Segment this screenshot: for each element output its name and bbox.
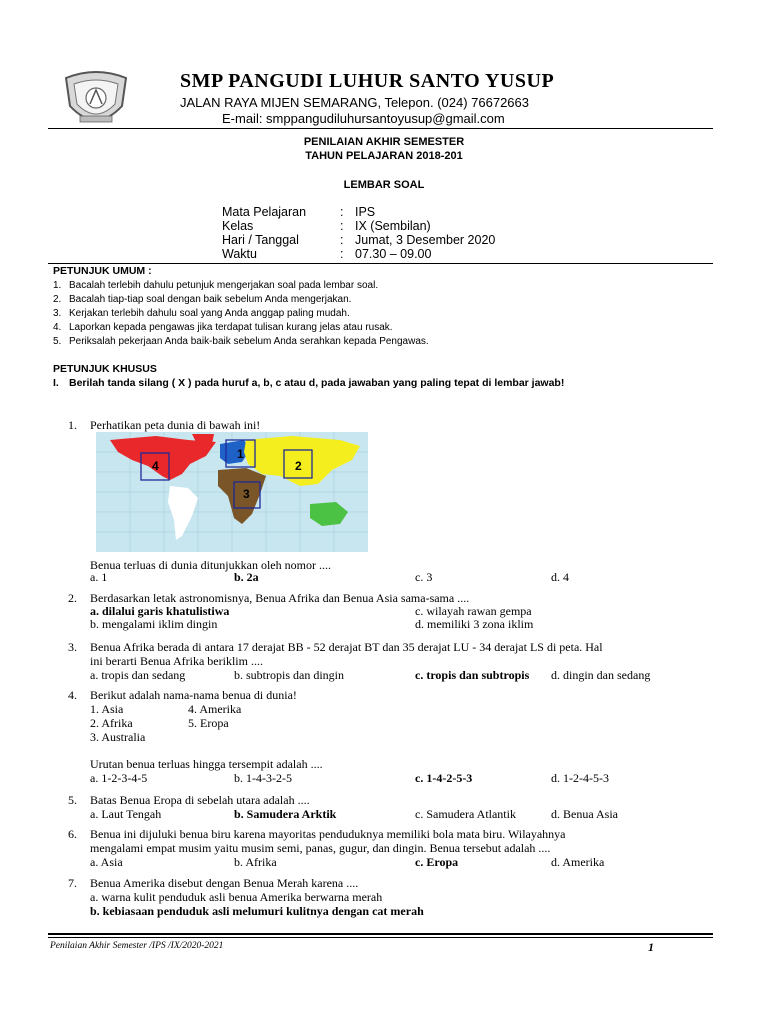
question-number: 2. (68, 591, 77, 605)
answer-option: d. 4 (551, 570, 569, 584)
footer-divider-thin (48, 937, 713, 938)
instruction-num: 1. (53, 280, 62, 291)
answer-option: c. wilayah rawan gempa (415, 604, 532, 618)
school-logo (62, 70, 130, 132)
info-sep: : (340, 233, 344, 247)
page-number: 1 (648, 940, 654, 954)
question-stem: mengalami empat musim yaitu musim semi, panas, gugur, dan dingin. Benua tersebut adalah .... (90, 841, 551, 855)
instruction-text: Periksalah pekerjaan Anda baik-baik sebelum Anda serahkan kepada Pengawas. (69, 336, 429, 347)
info-divider (48, 263, 713, 264)
info-sep: : (340, 219, 344, 233)
answer-option: b. Afrika (234, 855, 277, 869)
answer-option: c. Eropa (415, 855, 459, 869)
answer-option: b. kebiasaan penduduk asli melumuri kulitnya dengan cat merah (90, 904, 424, 918)
school-email: E-mail: smppangudiluhursantoyusup@gmail.com (222, 111, 505, 126)
instruction-num: 3. (53, 308, 62, 319)
info-label: Mata Pelajaran (222, 205, 307, 219)
question-stem: Benua Afrika berada di antara 17 derajat BB - 52 derajat BT dan 35 derajat LU - 34 derajat LS di peta. Hal (90, 640, 603, 654)
question-number: 4. (68, 688, 77, 702)
question-number: 1. (68, 418, 77, 432)
school-address: JALAN RAYA MIJEN SEMARANG, Telepon. (024) 76672663 (180, 95, 530, 110)
question-stem: Berikut adalah nama-nama benua di dunia! (90, 688, 297, 702)
instruction-text: Bacalah terlebih dahulu petunjuk mengerjakan soal pada lembar soal. (69, 280, 379, 291)
footer-text: Penilaian Akhir Semester /IPS /IX/2020-2021 (50, 941, 224, 951)
answer-option: a. 1-2-3-4-5 (90, 771, 148, 785)
list-item: 1. Asia (90, 702, 124, 716)
map-label: 1 (237, 447, 244, 461)
answer-option: c. 1-4-2-5-3 (415, 771, 473, 785)
instruction-text: Laporkan kepada pengawas jika terdapat tulisan kurang jelas atau rusak. (69, 322, 393, 333)
question-stem: Perhatikan peta dunia di bawah ini! (90, 418, 261, 432)
info-label: Kelas (222, 219, 254, 233)
answer-option: d. 1-2-4-5-3 (551, 771, 609, 785)
question-number: 5. (68, 793, 77, 807)
header-divider (48, 128, 713, 129)
instruction-num: 2. (53, 294, 62, 305)
answer-option: b. 1-4-3-2-5 (234, 771, 292, 785)
answer-option: a. warna kulit penduduk asli benua Amerika berwarna merah (90, 890, 383, 904)
instruction-text: Kerjakan terlebih dahulu soal yang Anda anggap paling mudah. (69, 308, 350, 319)
question-number: 7. (68, 876, 77, 890)
map-label: 2 (295, 459, 302, 473)
answer-option: a. tropis dan sedang (90, 668, 186, 682)
list-item: 2. Afrika (90, 716, 133, 730)
info-value: IPS (355, 205, 376, 219)
answer-option: d. Amerika (551, 855, 605, 869)
question-stem: Berdasarkan letak astronomisnya, Benua Afrika dan Benua Asia sama-sama .... (90, 591, 470, 605)
special-instructions-heading: PETUNJUK KHUSUS (53, 363, 157, 375)
question-stem: Benua ini dijuluki benua biru karena mayoritas penduduknya memiliki bola mata biru. Wilayahnya (90, 827, 566, 841)
list-item: 3. Australia (90, 730, 146, 744)
answer-option: b. mengalami iklim dingin (90, 617, 218, 631)
school-name: SMP PANGUDI LUHUR SANTO YUSUP (180, 70, 555, 92)
question-stem: Batas Benua Eropa di sebelah utara adalah .... (90, 793, 310, 807)
answer-option: d. dingin dan sedang (551, 668, 651, 682)
answer-option: a. Asia (90, 855, 123, 869)
question-stem: Urutan benua terluas hingga tersempit adalah .... (90, 757, 323, 771)
answer-option: a. 1 (90, 570, 108, 584)
list-item: 5. Eropa (188, 716, 229, 730)
exam-year: TAHUN PELAJARAN 2018-201 (305, 150, 463, 162)
section-instruction: Berilah tanda silang ( X ) pada huruf a, b, c atau d, pada jawaban yang paling tepat di lembar jawab! (69, 377, 565, 389)
answer-option: d. memiliki 3 zona iklim (415, 617, 534, 631)
question-stem: Benua terluas di dunia ditunjukkan oleh nomor .... (90, 558, 331, 572)
answer-option: b. Samudera Arktik (234, 807, 337, 821)
answer-option: a. Laut Tengah (90, 807, 162, 821)
info-label: Hari / Tanggal (222, 233, 299, 247)
general-instructions-heading: PETUNJUK UMUM : (53, 265, 152, 277)
answer-option: b. 2a (234, 570, 259, 584)
instruction-text: Bacalah tiap-tiap soal dengan baik sebelum Anda mengerjakan. (69, 294, 352, 305)
footer-divider (48, 933, 713, 935)
exam-title: PENILAIAN AKHIR SEMESTER (303, 136, 465, 148)
info-sep: : (340, 205, 344, 219)
question-number: 3. (68, 640, 77, 654)
info-value: Jumat, 3 Desember 2020 (355, 233, 496, 247)
instruction-num: 5. (53, 336, 62, 347)
question-stem: Benua Amerika disebut dengan Benua Merah karena .... (90, 876, 359, 890)
instruction-num: 4. (53, 322, 62, 333)
info-value: 07.30 – 09.00 (355, 247, 432, 261)
answer-option: b. subtropis dan dingin (234, 668, 344, 682)
answer-option: c. Samudera Atlantik (415, 807, 516, 821)
map-label: 3 (243, 487, 250, 501)
map-label: 4 (152, 459, 159, 473)
question-number: 6. (68, 827, 77, 841)
list-item: 4. Amerika (188, 702, 242, 716)
answer-option: d. Benua Asia (551, 807, 618, 821)
world-map (96, 432, 368, 552)
question-stem: ini berarti Benua Afrika beriklim .... (90, 654, 263, 668)
sheet-title: LEMBAR SOAL (343, 179, 425, 191)
info-sep: : (340, 247, 344, 261)
answer-option: c. tropis dan subtropis (415, 668, 530, 682)
info-value: IX (Sembilan) (355, 219, 431, 233)
section-number: I. (53, 377, 59, 389)
answer-option: a. dilalui garis khatulistiwa (90, 604, 230, 618)
info-label: Waktu (222, 247, 257, 261)
answer-option: c. 3 (415, 570, 433, 584)
